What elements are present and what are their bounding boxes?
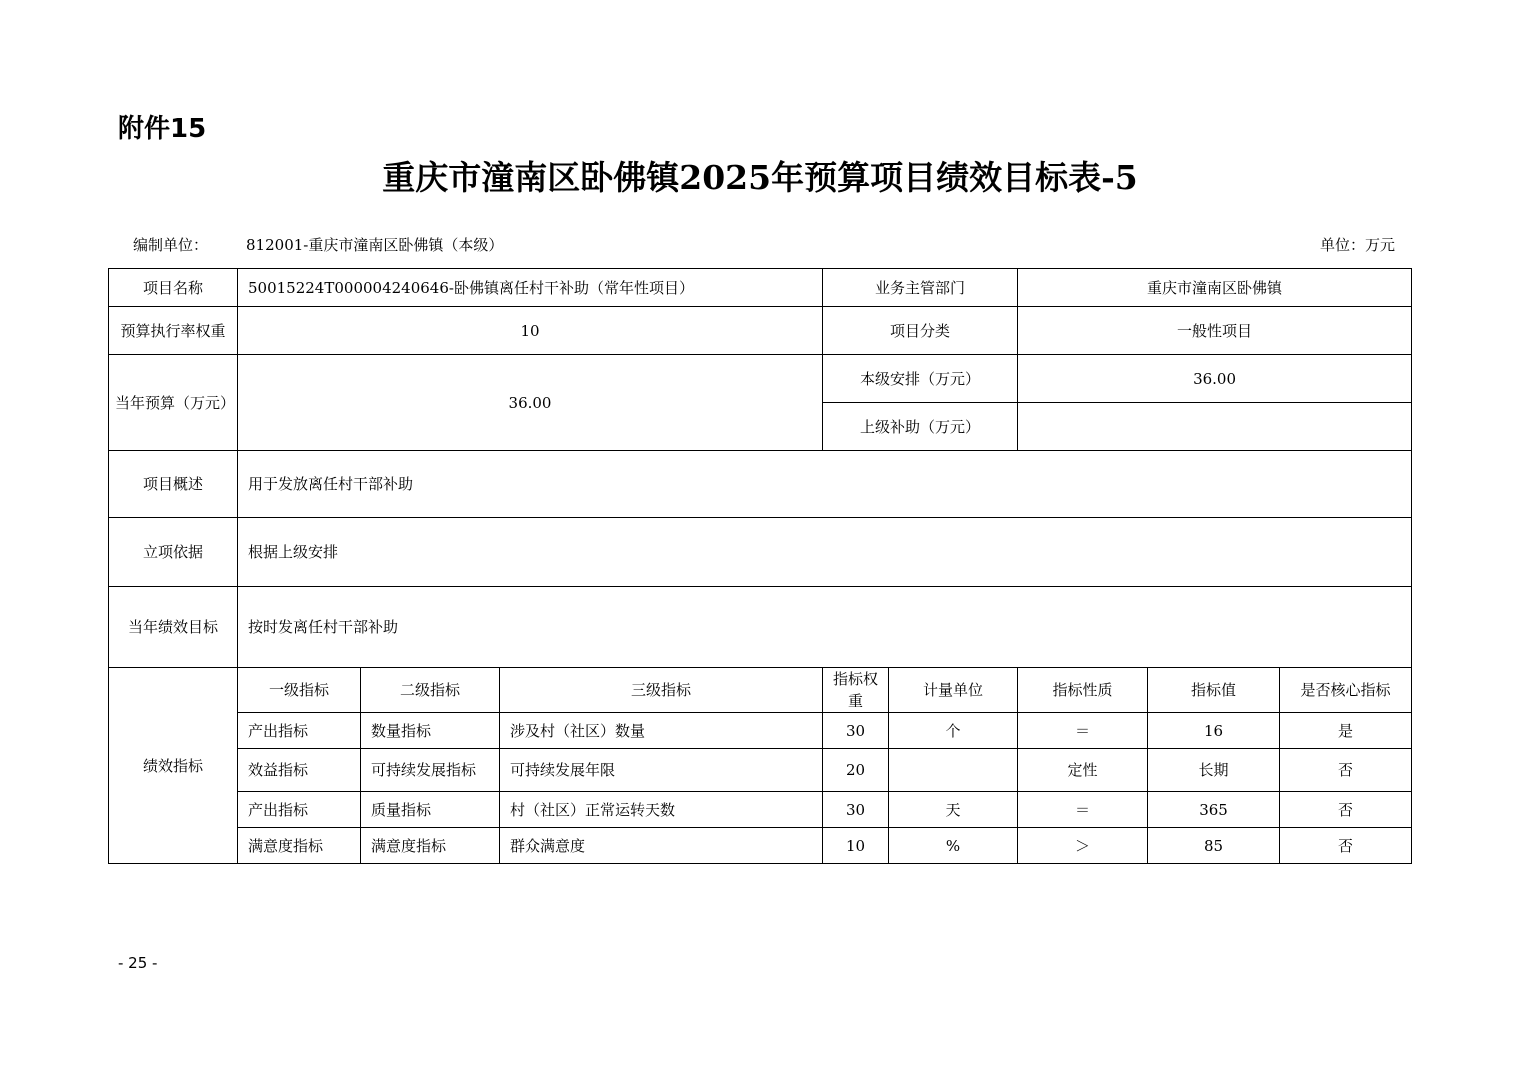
value-cell: 16 — [1148, 713, 1280, 749]
local-budget-label: 本级安排（万元） — [823, 355, 1018, 403]
category-value: 一般性项目 — [1018, 307, 1412, 355]
row-exec-weight — [109, 307, 1412, 355]
indicator-row — [109, 713, 1412, 749]
level1-cell: 产出指标 — [238, 713, 361, 749]
level3-cell: 可持续发展年限 — [500, 749, 823, 792]
level2-cell: 质量指标 — [361, 792, 500, 828]
level3-cell: 涉及村（社区）数量 — [500, 713, 823, 749]
value-cell: 85 — [1148, 828, 1280, 864]
header-core: 是否核心指标 — [1280, 668, 1412, 713]
level1-cell: 产出指标 — [238, 792, 361, 828]
header-nature: 指标性质 — [1018, 668, 1148, 713]
level1-cell: 满意度指标 — [238, 828, 361, 864]
unit-cell — [889, 749, 1018, 792]
nature-cell: ＝ — [1018, 713, 1148, 749]
budget-value: 36.00 — [238, 355, 823, 451]
indicator-header-row — [109, 668, 1412, 713]
unit-label: 单位：万元 — [1320, 236, 1396, 254]
header-level3: 三级指标 — [500, 668, 823, 713]
weight-cell: 10 — [823, 828, 889, 864]
nature-cell: ＞ — [1018, 828, 1148, 864]
page-number: - 25 - — [118, 954, 158, 972]
upper-subsidy-value — [1018, 403, 1412, 451]
value-cell: 365 — [1148, 792, 1280, 828]
project-name-label: 项目名称 — [109, 269, 238, 307]
level2-cell: 可持续发展指标 — [361, 749, 500, 792]
row-goal — [109, 587, 1412, 668]
level3-cell: 村（社区）正常运转天数 — [500, 792, 823, 828]
document-title: 重庆市潼南区卧佛镇2025年预算项目绩效目标表-5 — [382, 158, 1138, 197]
org-value: 812001-重庆市潼南区卧佛镇（本级） — [246, 236, 504, 254]
category-label: 项目分类 — [823, 307, 1018, 355]
indicator-row — [109, 828, 1412, 864]
row-basis — [109, 518, 1412, 587]
unit-cell: % — [889, 828, 1018, 864]
org-label: 编制单位： — [133, 236, 209, 254]
core-cell: 否 — [1280, 749, 1412, 792]
indicators-label: 绩效指标 — [109, 668, 238, 864]
row-project-name — [109, 269, 1412, 307]
local-budget-value: 36.00 — [1018, 355, 1412, 403]
nature-cell: ＝ — [1018, 792, 1148, 828]
attachment-label: 附件15 — [118, 114, 207, 144]
project-name-value: 50015224T000004240646-卧佛镇离任村干补助（常年性项目） — [238, 269, 823, 307]
core-cell: 是 — [1280, 713, 1412, 749]
level3-cell: 群众满意度 — [500, 828, 823, 864]
level1-cell: 效益指标 — [238, 749, 361, 792]
header-level1: 一级指标 — [238, 668, 361, 713]
level2-cell: 满意度指标 — [361, 828, 500, 864]
basis-value: 根据上级安排 — [238, 518, 1412, 587]
indicator-row — [109, 792, 1412, 828]
unit-cell: 天 — [889, 792, 1018, 828]
core-cell: 否 — [1280, 828, 1412, 864]
goal-value: 按时发离任村干部补助 — [238, 587, 1412, 668]
exec-weight-label: 预算执行率权重 — [109, 307, 238, 355]
row-overview — [109, 451, 1412, 518]
header-value: 指标值 — [1148, 668, 1280, 713]
header-unit: 计量单位 — [889, 668, 1018, 713]
dept-label: 业务主管部门 — [823, 269, 1018, 307]
header-weight: 指标权重 — [823, 668, 889, 713]
indicator-row — [109, 749, 1412, 792]
performance-table — [108, 268, 1412, 864]
header-level2: 二级指标 — [361, 668, 500, 713]
budget-label: 当年预算（万元） — [109, 355, 238, 451]
dept-value: 重庆市潼南区卧佛镇 — [1018, 269, 1412, 307]
overview-label: 项目概述 — [109, 451, 238, 518]
weight-cell: 20 — [823, 749, 889, 792]
row-budget — [109, 355, 1412, 403]
overview-value: 用于发放离任村干部补助 — [238, 451, 1412, 518]
value-cell: 长期 — [1148, 749, 1280, 792]
weight-cell: 30 — [823, 713, 889, 749]
core-cell: 否 — [1280, 792, 1412, 828]
unit-cell: 个 — [889, 713, 1018, 749]
org-info — [133, 234, 503, 255]
weight-cell: 30 — [823, 792, 889, 828]
nature-cell: 定性 — [1018, 749, 1148, 792]
level2-cell: 数量指标 — [361, 713, 500, 749]
basis-label: 立项依据 — [109, 518, 238, 587]
upper-subsidy-label: 上级补助（万元） — [823, 403, 1018, 451]
exec-weight-value: 10 — [238, 307, 823, 355]
goal-label: 当年绩效目标 — [109, 587, 238, 668]
